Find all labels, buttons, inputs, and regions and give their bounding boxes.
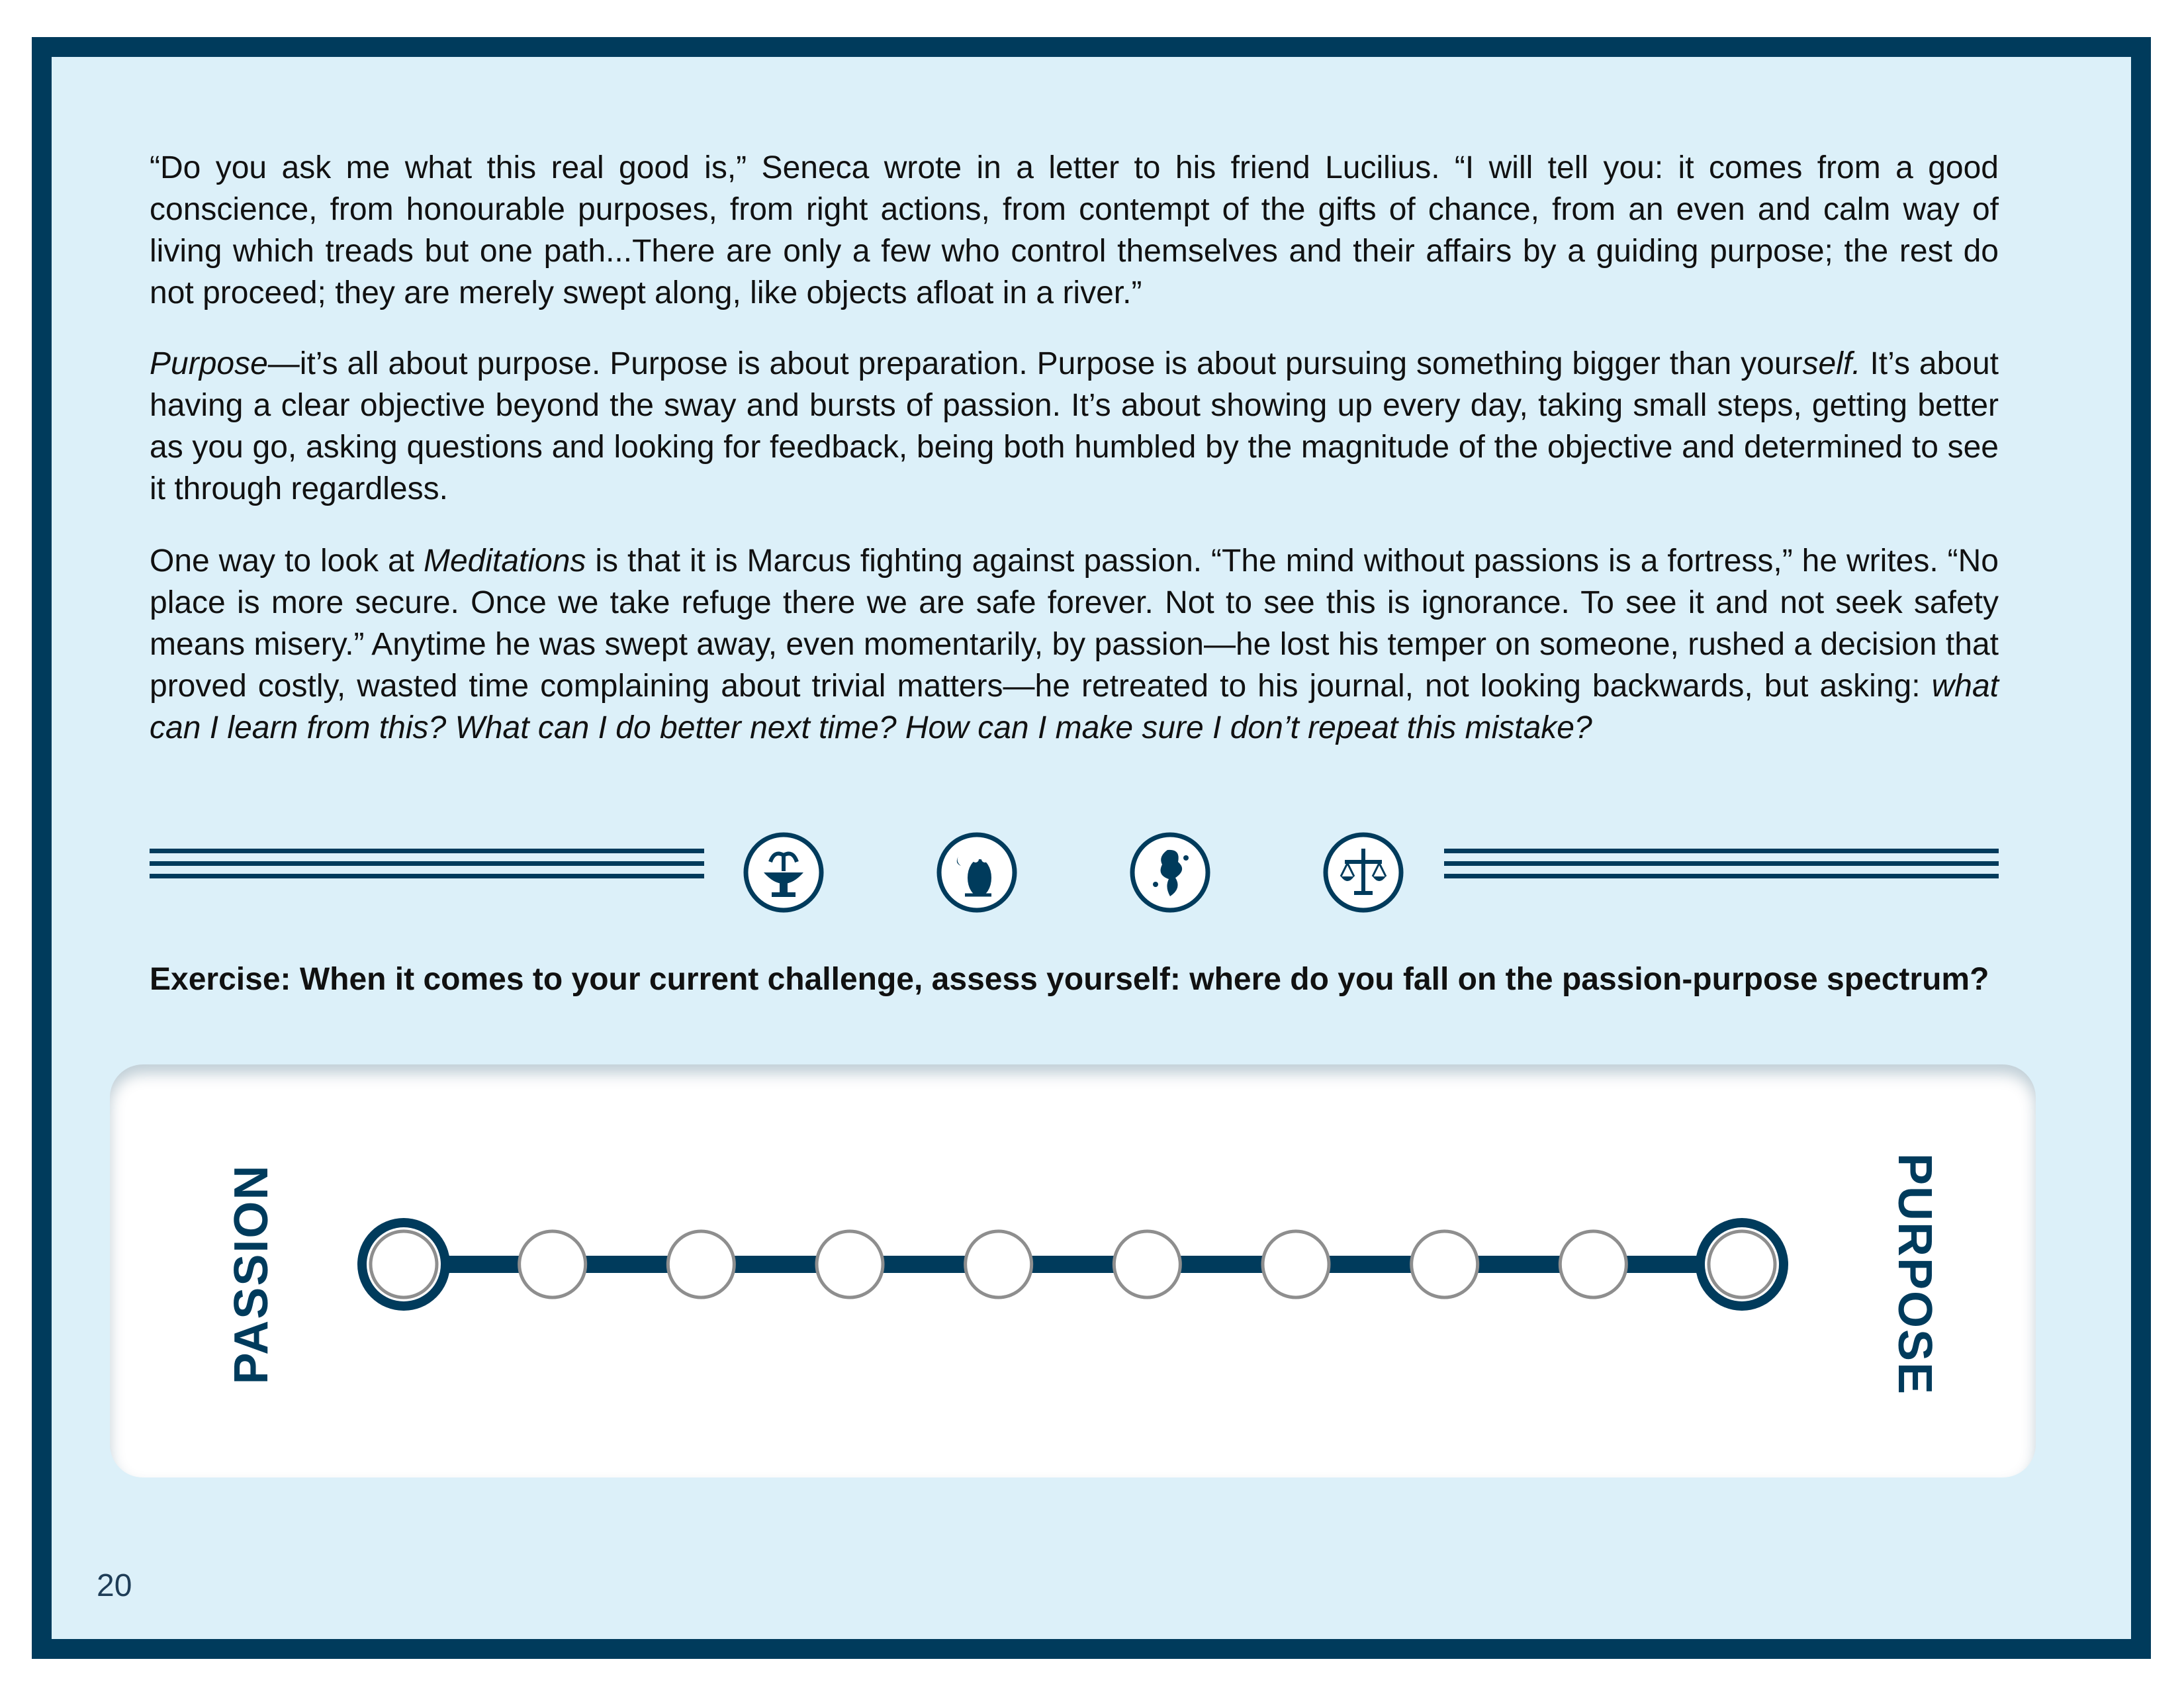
meditations-questions: what can I learn from this? What can I do better next time? How can I make sure I don’t repeat this mistake? bbox=[150, 669, 1999, 745]
scale-point-4[interactable] bbox=[817, 1231, 883, 1297]
scale-point-7[interactable] bbox=[1263, 1231, 1329, 1297]
meditations-text-start: One way to look at bbox=[150, 543, 424, 579]
scale-point-3[interactable] bbox=[668, 1231, 734, 1297]
scale-point-10[interactable] bbox=[1709, 1231, 1775, 1297]
passion-label: PASSION bbox=[225, 1164, 278, 1385]
scale-point-6[interactable] bbox=[1114, 1231, 1180, 1297]
page-number: 20 bbox=[97, 1568, 132, 1603]
exercise-prompt: Exercise: When it comes to your current challenge, assess yourself: where do you fall on the passion-purpose spectrum? bbox=[150, 962, 1989, 997]
meditations-text: is that it is Marcus fighting against passion. “The mind without passions is a fortress,” he writes. “No place is more secure. Once we take refuge there we are safe forever. Not to see this is ignorance. To see it and not seek safety means misery.” Anytime he was swept away, even momentarily, by passion—he lost his temper on someone, rushed a decision that proved costly, wasted time complaining about trivial matters—he retreated to his journal, not looking backwards, but asking: bbox=[150, 543, 1999, 704]
scale-point-2[interactable] bbox=[520, 1231, 586, 1297]
meditations-title: Meditations bbox=[423, 543, 586, 579]
scale-point-9[interactable] bbox=[1560, 1231, 1626, 1297]
purpose-text-end: It’s about having a clear objective beyond the sway and bursts of passion. It’s about showing up every day, taking small steps, getting better as you go, asking questions and looking for feedback, being both humbled by the magnitude of the objective and determined to see it through regardless. bbox=[150, 346, 1999, 506]
purpose-text: —it’s all about purpose. Purpose is about preparation. Purpose is about pursuing something bigger than your bbox=[267, 346, 1803, 381]
scale-point-8[interactable] bbox=[1412, 1231, 1478, 1297]
scale-point-5[interactable] bbox=[966, 1231, 1032, 1297]
scale-point-1[interactable] bbox=[371, 1231, 437, 1297]
self-italic: self. bbox=[1802, 346, 1861, 381]
purpose-italic: Purpose bbox=[150, 346, 268, 381]
purpose-label: PURPOSE bbox=[1888, 1152, 1941, 1396]
paragraph-seneca-text: “Do you ask me what this real good is,” Seneca wrote in a letter to his friend Lucilius. “I will tell you: it comes from a good conscience, from honourable purposes, from right actions, from contempt of the gifts of chance, from an even and calm way of living which treads but one path...There are only a few who control themselves and their affairs by a guiding purpose; the rest do not proceed; they are merely swept along, like objects afloat in a river.” bbox=[150, 150, 1999, 310]
